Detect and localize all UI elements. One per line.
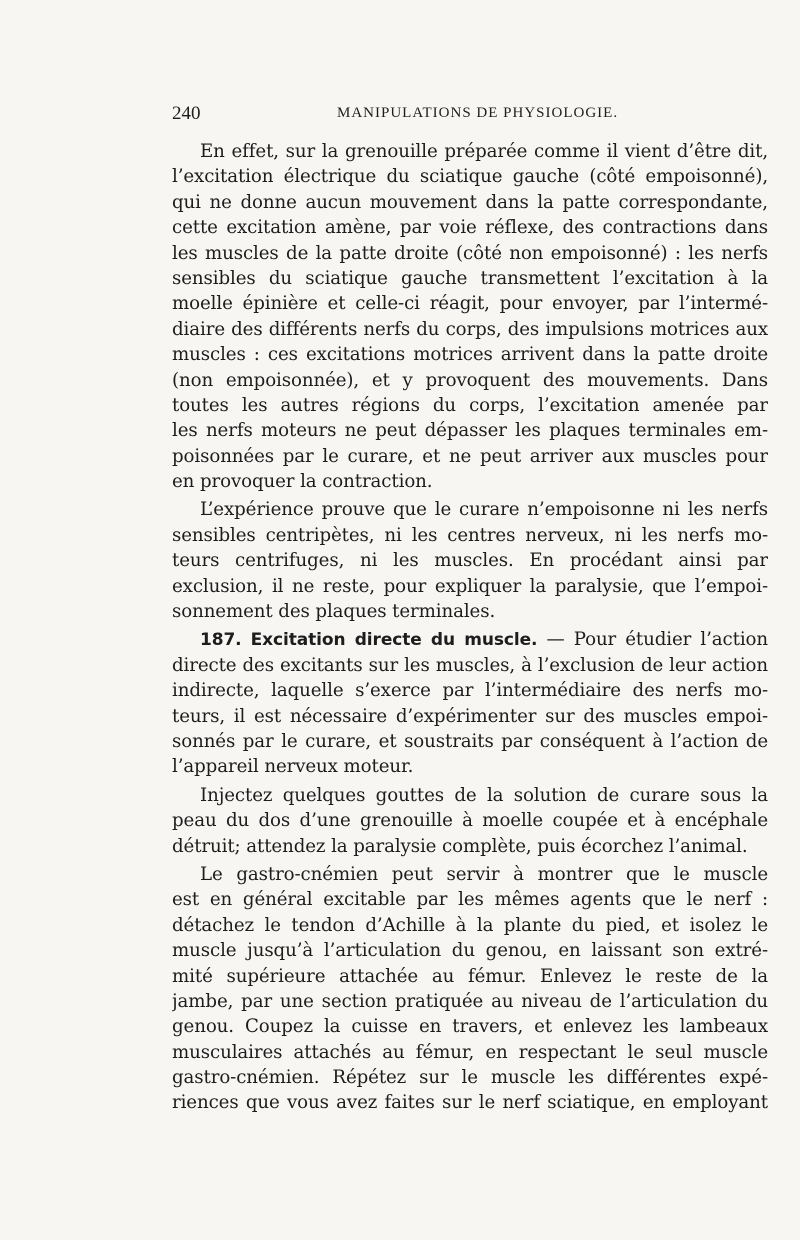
text-line: exclusion, il ne reste, pour expliquer la paralysie, que l’empoi- <box>172 575 768 597</box>
text-line: l’appareil nerveux moteur. <box>172 756 414 778</box>
text-line: muscle jusqu’à l’articulation du genou, en laissant son extré- <box>172 940 768 962</box>
text-line: les nerfs moteurs ne peut dépasser les plaques terminales em- <box>172 420 768 442</box>
text-line: indirecte, laquelle s’exerce par l’intermédiaire des nerfs mo- <box>172 680 768 702</box>
text-line: teurs, il est nécessaire d’expérimenter sur des muscles empoi- <box>172 705 768 727</box>
text-line: Le gastro-cnémien peut servir à montrer que le muscle <box>200 863 768 885</box>
text-line: riences que vous avez faites sur le nerf sciatique, en employant <box>172 1092 768 1114</box>
text-line: (non empoisonnée), et y provoquent des mouvements. Dans <box>172 369 768 391</box>
text-line: les muscles de la patte droite (côté non empoisonné) : les nerfs <box>172 242 768 264</box>
text-line: toutes les autres régions du corps, l’excitation amenée par <box>172 394 768 416</box>
section-number: 187. <box>200 630 242 651</box>
text-line: Injectez quelques gouttes de la solution de curare sous la <box>200 784 768 806</box>
text-line: musculaires attachés au fémur, en respectant le seul muscle <box>172 1041 768 1063</box>
page-number: 240 <box>172 103 201 124</box>
text-line: l’excitation électrique du sciatique gauche (côté empoisonné), <box>172 166 768 188</box>
text-line: genou. Coupez la cuisse en travers, et enlevez les lambeaux <box>172 1016 768 1038</box>
text-line: muscles : ces excitations motrices arrivent dans la patte droite <box>172 344 768 366</box>
paragraph-1 <box>172 139 768 494</box>
text-line: peau du dos d’une grenouille à moelle coupée et à encéphale <box>172 810 768 832</box>
text-line: poisonnées par le curare, et ne peut arriver aux muscles pour <box>172 445 768 467</box>
running-title: MANIPULATIONS DE PHYSIOLOGIE. <box>337 105 619 121</box>
text-line: sonnement des plaques terminales. <box>172 601 496 623</box>
paragraph-2 <box>172 497 768 624</box>
section-heading-line <box>172 627 768 652</box>
text-line: jambe, par une section pratiquée au niveau de l’articulation du <box>172 990 768 1012</box>
text-line: cette excitation amène, par voie réflexe, des contractions dans <box>172 217 768 239</box>
text-line: directe des excitants sur les muscles, à l’exclusion de leur action <box>172 654 768 676</box>
page-header <box>172 103 768 127</box>
text-line: teurs centrifuges, ni les muscles. En procédant ainsi par <box>172 550 768 572</box>
text-line: diaire des différents nerfs du corps, des impulsions motrices aux <box>172 318 768 340</box>
text-line: sonnés par le curare, et soustraits par conséquent à l’action de <box>172 730 768 752</box>
text-line: En effet, sur la grenouille préparée comme il vient d’être dit, <box>200 141 768 162</box>
paragraph-5 <box>172 862 768 1116</box>
text-line: qui ne donne aucun mouvement dans la patte correspondante, <box>172 191 768 213</box>
text-line: mité supérieure attachée au fémur. Enlevez le reste de la <box>172 965 768 987</box>
text-line: en provoquer la contraction. <box>172 471 433 493</box>
text-fragment: — Pour étudier l’action <box>546 629 768 651</box>
body-text <box>172 139 768 1116</box>
text-line: L’expérience prouve que le curare n’empoisonne ni les nerfs <box>200 499 768 521</box>
text-line: moelle épinière et celle-ci réagit, pour envoyer, par l’intermé- <box>172 293 768 315</box>
section-187 <box>172 627 768 779</box>
text-line: sensibles du sciatique gauche transmettent l’excitation à la <box>172 267 768 289</box>
text-line: gastro-cnémien. Répétez sur le muscle les différentes expé- <box>172 1067 768 1089</box>
text-line: est en général excitable par les mêmes agents que le nerf : <box>172 889 768 911</box>
text-line: détachez le tendon d’Achille à la plante du pied, et isolez le <box>172 914 768 936</box>
section-title: Excitation directe du muscle. <box>250 630 538 651</box>
text-line: sensibles centripètes, ni les centres nerveux, ni les nerfs mo- <box>172 524 768 546</box>
paragraph-4 <box>172 783 768 859</box>
text-line: détruit; attendez la paralysie complète, puis écorchez l’animal. <box>172 835 748 857</box>
